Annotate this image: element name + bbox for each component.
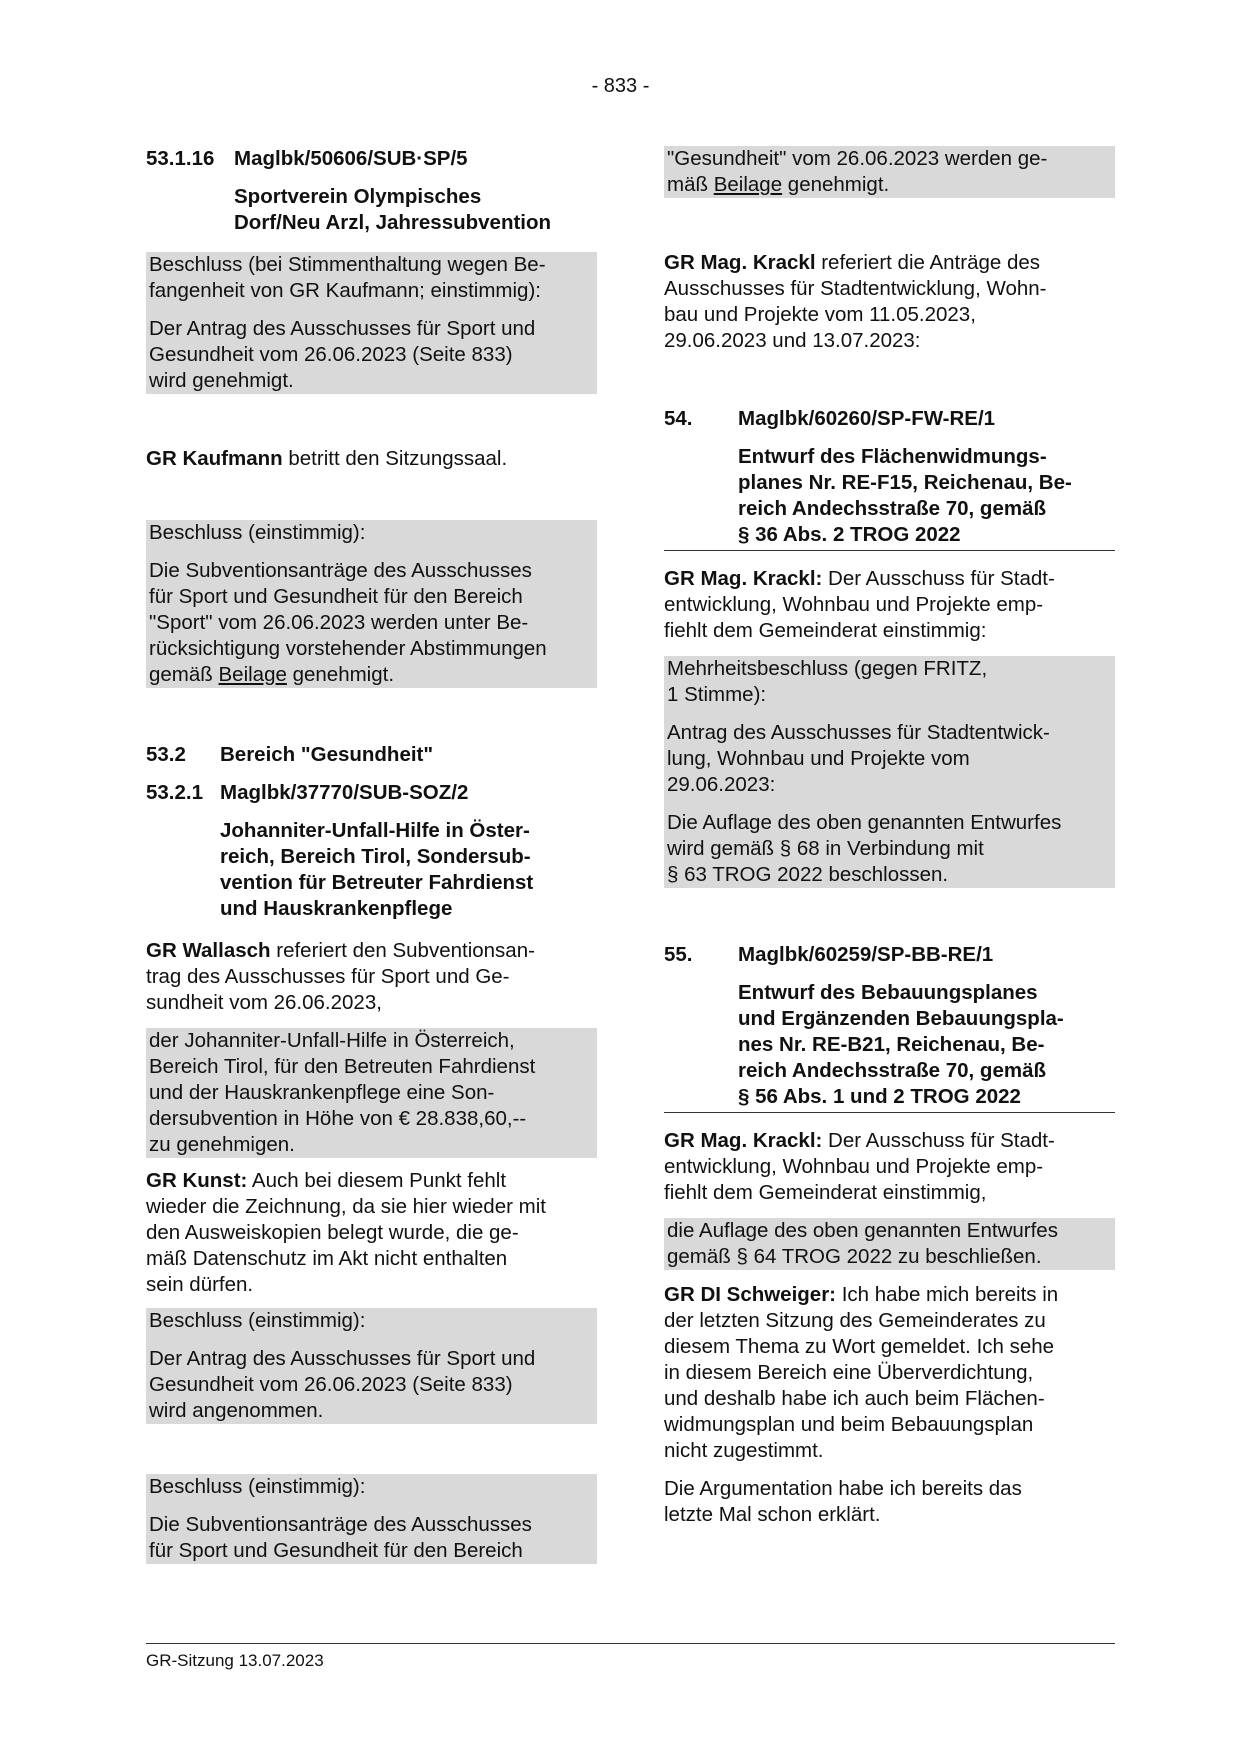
speaker-name: GR Mag. Krackl xyxy=(664,251,816,274)
text-line: Die Auflage des oben genannten Entwurfes xyxy=(667,811,1062,834)
speaker-name: GR Kaufmann xyxy=(146,447,283,470)
speaker-text: betritt den Sitzungssaal. xyxy=(282,447,508,470)
text-line: mäß Beilage genehmigt. xyxy=(667,173,890,196)
text-line: in diesem Bereich eine Überverdichtung, xyxy=(664,1361,1034,1384)
title-line: Dorf/Neu Arzl, Jahressubvention xyxy=(234,211,552,234)
speaker-name: GR Mag. Krackl: xyxy=(664,1129,823,1152)
title-line: nes Nr. RE-B21, Reichenau, Be- xyxy=(738,1033,1045,1056)
text-line: Ich habe mich bereits in xyxy=(836,1283,1059,1306)
speaker-name: GR Wallasch xyxy=(146,939,271,962)
resolution-box xyxy=(146,520,597,688)
text-line: wieder die Zeichnung, da sie hier wieder mit xyxy=(146,1195,546,1218)
heading-title xyxy=(234,184,597,236)
text-line: 1 Stimme): xyxy=(667,683,767,706)
resolution-box xyxy=(664,656,1115,888)
text-line: § 63 TROG 2022 beschlossen. xyxy=(667,863,949,886)
text-line: lung, Wohnbau und Projekte vom xyxy=(667,747,970,770)
text-line: diesem Thema zu Wort gemeldet. Ich sehe xyxy=(664,1335,1055,1358)
title-line: reich Andechsstraße 70, gemäß xyxy=(738,1059,1047,1082)
resolution-box xyxy=(146,1308,597,1424)
text-line: sundheit vom 26.06.2023, xyxy=(146,991,382,1014)
text-line: 29.06.2023: xyxy=(667,773,776,796)
text-line: "Sport" vom 26.06.2023 werden unter Be- xyxy=(149,611,529,634)
beilage-link[interactable]: Beilage xyxy=(713,173,783,196)
title-line: Entwurf des Bebauungsplanes xyxy=(738,981,1038,1004)
text-line: wird genehmigt. xyxy=(149,369,294,392)
text-line: letzte Mal schon erklärt. xyxy=(664,1503,881,1526)
text-line: dersubvention in Höhe von € 28.838,60,-- xyxy=(149,1107,527,1130)
text-line: mäß Datenschutz im Akt nicht enthalten xyxy=(146,1247,508,1270)
text-line: und der Hauskrankenpflege eine Son- xyxy=(149,1081,495,1104)
title-line: vention für Betreuter Fahrdienst xyxy=(220,871,534,894)
text-line: Antrag des Ausschusses für Stadtentwick- xyxy=(667,721,1050,744)
text-line: Bereich Tirol, für den Betreuten Fahrdienst xyxy=(149,1055,536,1078)
text-line: widmungsplan und beim Bebauungsplan xyxy=(664,1413,1034,1436)
paragraph xyxy=(664,1476,1115,1528)
heading-title xyxy=(220,818,597,922)
text-line: Beschluss (einstimmig): xyxy=(149,1475,366,1498)
heading-number: 53.1.16 xyxy=(146,147,215,170)
heading-code: Maglbk/37770/SUB-SOZ/2 xyxy=(220,781,469,804)
text-line: gemäß § 64 TROG 2022 zu beschließen. xyxy=(667,1245,1042,1268)
title-line: § 36 Abs. 2 TROG 2022 xyxy=(738,523,961,546)
heading-code: Maglbk/50606/SUB·SP/5 xyxy=(234,147,468,170)
text-line: referiert den Subventionsan- xyxy=(270,939,535,962)
text-line: Der Antrag des Ausschusses für Sport und xyxy=(149,317,536,340)
text-line: die Auflage des oben genannten Entwurfes xyxy=(667,1219,1058,1242)
text-line: den Ausweiskopien belegt wurde, die ge- xyxy=(146,1221,519,1244)
text-line: der letzten Sitzung des Gemeinderates zu xyxy=(664,1309,1046,1332)
resolution-box xyxy=(664,146,1115,198)
heading-title xyxy=(738,980,1115,1110)
title-line: § 56 Abs. 1 und 2 TROG 2022 xyxy=(738,1085,1021,1108)
text-line: Der Ausschuss für Stadt- xyxy=(822,1129,1055,1152)
divider xyxy=(664,550,1115,551)
text-line: für Sport und Gesundheit für den Bereich xyxy=(149,585,523,608)
heading-number: 53.2 xyxy=(146,743,186,766)
speaker-name: GR Kunst: xyxy=(146,1169,248,1192)
text-line: gemäß Beilage genehmigt. xyxy=(149,663,395,686)
text-line: der Johanniter-Unfall-Hilfe in Österreich, xyxy=(149,1029,515,1052)
text-line: Auch bei diesem Punkt fehlt xyxy=(247,1169,507,1192)
heading-number: 55. xyxy=(664,943,693,966)
text-line: trag des Ausschusses für Sport und Ge- xyxy=(146,965,510,988)
text-line: Die Subventionsanträge des Ausschusses xyxy=(149,1513,532,1536)
title-line: Johanniter-Unfall-Hilfe in Öster- xyxy=(220,819,530,842)
beilage-link[interactable]: Beilage xyxy=(218,663,287,686)
text-line: Beschluss (bei Stimmenthaltung wegen Be- xyxy=(149,253,546,276)
text-line: Beschluss (einstimmig): xyxy=(149,521,366,544)
heading-number: 53.2.1 xyxy=(146,781,203,804)
title-line: Sportverein Olympisches xyxy=(234,185,482,208)
text-line: Der Ausschuss für Stadt- xyxy=(822,567,1055,590)
text-line: Beschluss (einstimmig): xyxy=(149,1309,366,1332)
text-line: bau und Projekte vom 11.05.2023, xyxy=(664,303,976,326)
speaker-paragraph xyxy=(146,1168,597,1298)
speaker-name: GR Mag. Krackl: xyxy=(664,567,823,590)
resolution-box xyxy=(664,1218,1115,1270)
title-line: reich Andechsstraße 70, gemäß xyxy=(738,497,1047,520)
text-line: Der Antrag des Ausschusses für Sport und xyxy=(149,1347,536,1370)
text-line: zu genehmigen. xyxy=(149,1133,295,1156)
text-line: wird gemäß § 68 in Verbindung mit xyxy=(667,837,984,860)
text-line: fangenheit von GR Kaufmann; einstimmig): xyxy=(149,279,541,302)
heading-text: Bereich "Gesundheit" xyxy=(220,743,434,766)
text-line: 29.06.2023 und 13.07.2023: xyxy=(664,329,921,352)
speaker-paragraph xyxy=(146,938,597,1016)
heading-title xyxy=(738,444,1115,548)
text-line: Mehrheitsbeschluss (gegen FRITZ, xyxy=(667,657,988,680)
text-line: Gesundheit vom 26.06.2023 (Seite 833) xyxy=(149,1373,513,1396)
resolution-box xyxy=(146,252,597,394)
heading-code: Maglbk/60260/SP-FW-RE/1 xyxy=(738,407,996,430)
text-line: referiert die Anträge des xyxy=(815,251,1041,274)
text-line: entwicklung, Wohnbau und Projekte emp- xyxy=(664,593,1044,616)
text-line: sein dürfen. xyxy=(146,1273,254,1296)
page-number: - 833 - xyxy=(591,75,650,97)
text-line: nicht zugestimmt. xyxy=(664,1439,824,1462)
text-line: fiehlt dem Gemeinderat einstimmig, xyxy=(664,1181,987,1204)
resolution-box xyxy=(146,1028,597,1158)
text-line: und deshalb habe ich auch beim Flächen- xyxy=(664,1387,1045,1410)
title-line: planes Nr. RE-F15, Reichenau, Be- xyxy=(738,471,1072,494)
title-line: und Hauskrankenpflege xyxy=(220,897,453,920)
title-line: Entwurf des Flächenwidmungs- xyxy=(738,445,1047,468)
heading-code: Maglbk/60259/SP-BB-RE/1 xyxy=(738,943,994,966)
footer-text: GR-Sitzung 13.07.2023 xyxy=(146,1651,324,1670)
title-line: reich, Bereich Tirol, Sondersub- xyxy=(220,845,531,868)
text-line: entwicklung, Wohnbau und Projekte emp- xyxy=(664,1155,1044,1178)
footer-divider xyxy=(146,1643,1115,1644)
speaker-name: GR DI Schweiger: xyxy=(664,1283,837,1306)
text-line: Ausschusses für Stadtentwicklung, Wohn- xyxy=(664,277,1047,300)
text-line: rücksichtigung vorstehender Abstimmungen xyxy=(149,637,547,660)
text-line: Die Subventionsanträge des Ausschusses xyxy=(149,559,532,582)
speaker-paragraph xyxy=(664,1282,1115,1464)
title-line: und Ergänzenden Bebauungspla- xyxy=(738,1007,1064,1030)
speaker-note xyxy=(146,446,597,472)
text-line: "Gesundheit" vom 26.06.2023 werden ge- xyxy=(667,147,1048,170)
resolution-box xyxy=(146,1474,597,1564)
speaker-paragraph xyxy=(664,1128,1115,1206)
text-line: fiehlt dem Gemeinderat einstimmig: xyxy=(664,619,987,642)
text-line: Gesundheit vom 26.06.2023 (Seite 833) xyxy=(149,343,513,366)
speaker-paragraph xyxy=(664,566,1115,644)
speaker-paragraph xyxy=(664,250,1115,354)
divider xyxy=(664,1112,1115,1113)
heading-number: 54. xyxy=(664,407,693,430)
text-line: für Sport und Gesundheit für den Bereich xyxy=(149,1539,523,1562)
text-line: wird angenommen. xyxy=(149,1399,324,1422)
text-line: Die Argumentation habe ich bereits das xyxy=(664,1477,1022,1500)
